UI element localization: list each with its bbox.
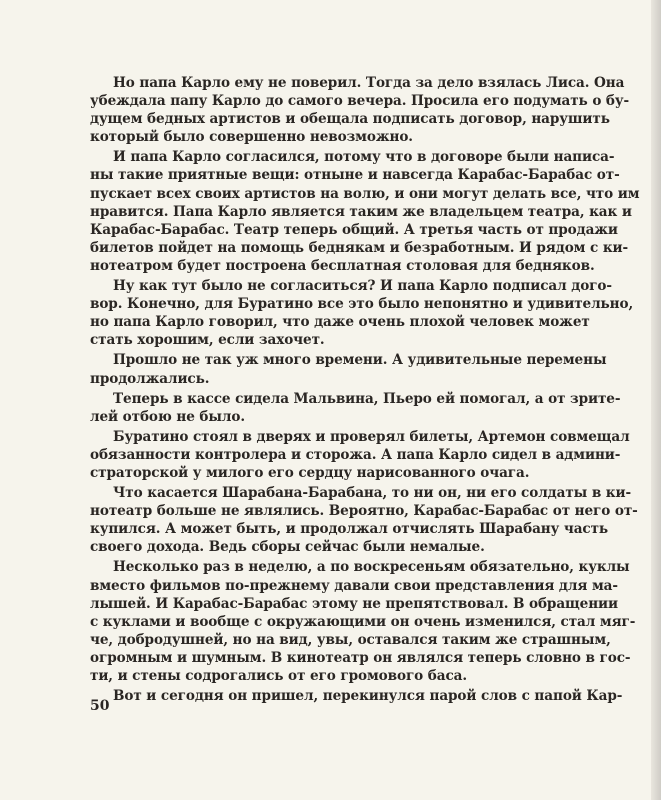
text-line: нотеатром будет построена бесплатная столовая для бедняков. <box>90 257 595 274</box>
text-line: Но папа Карло ему не поверил. Тогда за дело взялась Лиса. Она <box>113 75 625 91</box>
text-line: огромным и шумным. В кинотеатр он являлся теперь словно в гос- <box>90 649 631 666</box>
paragraph <box>90 277 634 349</box>
text-line: обязанности контролера и сторожа. А папа Карло сидел в админи- <box>90 446 621 463</box>
text-line: че, добродушней, но на вид, увы, оставался таким же страшным, <box>90 631 611 648</box>
text-line: лей отбою не было. <box>90 408 245 425</box>
text-line: стать хорошим, если захочет. <box>90 332 325 349</box>
text-line: Что касается Шарабана-Барабана, то ни он, ни его солдаты в ки- <box>113 485 632 502</box>
text-line: нравится. Папа Карло является таким же владельцем театра, как и <box>90 203 632 220</box>
text-line: Прошло не так уж много времени. А удивительные перемены <box>113 352 607 369</box>
text-line: своего дохода. Ведь сборы сейчас были немалые. <box>90 539 485 556</box>
text-line: с куклами и вообще с окружающими он очень изменился, стал мяг- <box>90 613 636 630</box>
text-line: Несколько раз в неделю, а по воскресеньям обязательно, куклы <box>113 559 630 576</box>
text-line: И папа Карло согласился, потому что в договоре были написа- <box>113 149 615 166</box>
text-line: страторской у милого его сердцу нарисованного очага. <box>90 464 530 481</box>
text-line: лышей. И Карабас-Барабас этому не препятствовал. В обращении <box>90 595 619 612</box>
paragraph <box>90 351 607 387</box>
page-number: 50 <box>90 698 110 714</box>
paragraph <box>90 558 636 685</box>
text-line: Карабас-Барабас. Театр теперь общий. А третья часть от продажи <box>90 221 618 238</box>
text-line: нотеатр больше не являлись. Вероятно, Карабас-Барабас от него от- <box>90 503 638 520</box>
text-line: Теперь в кассе сидела Мальвина, Пьеро ей помогал, а от зрите- <box>113 390 621 407</box>
text-line: купился. А может быть, и продолжал отчислять Шарабану часть <box>90 521 609 538</box>
text-line: ны такие приятные вещи: отныне и навсегда Карабас-Барабас от- <box>90 167 620 184</box>
paragraph <box>90 484 638 556</box>
text-line: Ну как тут было не согласиться? И папа Карло подписал дого- <box>113 278 612 295</box>
text-line: вместо фильмов по-прежнему давали свои представления для ма- <box>90 577 618 594</box>
text-line: но папа Карло говорил, что даже очень плохой человек может <box>90 314 590 331</box>
text-line: убеждала папу Карло до самого вечера. Просила его подумать о бу- <box>90 93 630 110</box>
text-line: Вот и сегодня он пришел, перекинулся парой слов с папой Кар- <box>113 688 623 705</box>
text-line: вор. Конечно, для Буратино все это было непонятно и удивительно, <box>90 296 634 313</box>
text-line: дущем бедных артистов и обещала подписать договор, нарушить <box>90 111 610 128</box>
paragraph <box>90 148 640 275</box>
text-line: билетов пойдет на помощь беднякам и безработным. И рядом с ки- <box>90 239 629 256</box>
text-line: Буратино стоял в дверях и проверял билеты, Артемон совмещал <box>113 428 630 445</box>
paragraph <box>90 687 623 705</box>
page-body-text <box>90 74 640 707</box>
paragraph <box>90 74 630 146</box>
paragraph <box>90 428 630 482</box>
text-line: который было совершенно невозможно. <box>90 129 413 146</box>
page-edge <box>651 0 661 800</box>
paragraph <box>90 390 621 426</box>
text-line: ти, и стены содрогались от его громового баса. <box>90 668 467 684</box>
text-line: продолжались. <box>90 370 210 387</box>
text-line: пускает всех своих артистов на волю, и они могут делать все, что им <box>90 185 640 202</box>
